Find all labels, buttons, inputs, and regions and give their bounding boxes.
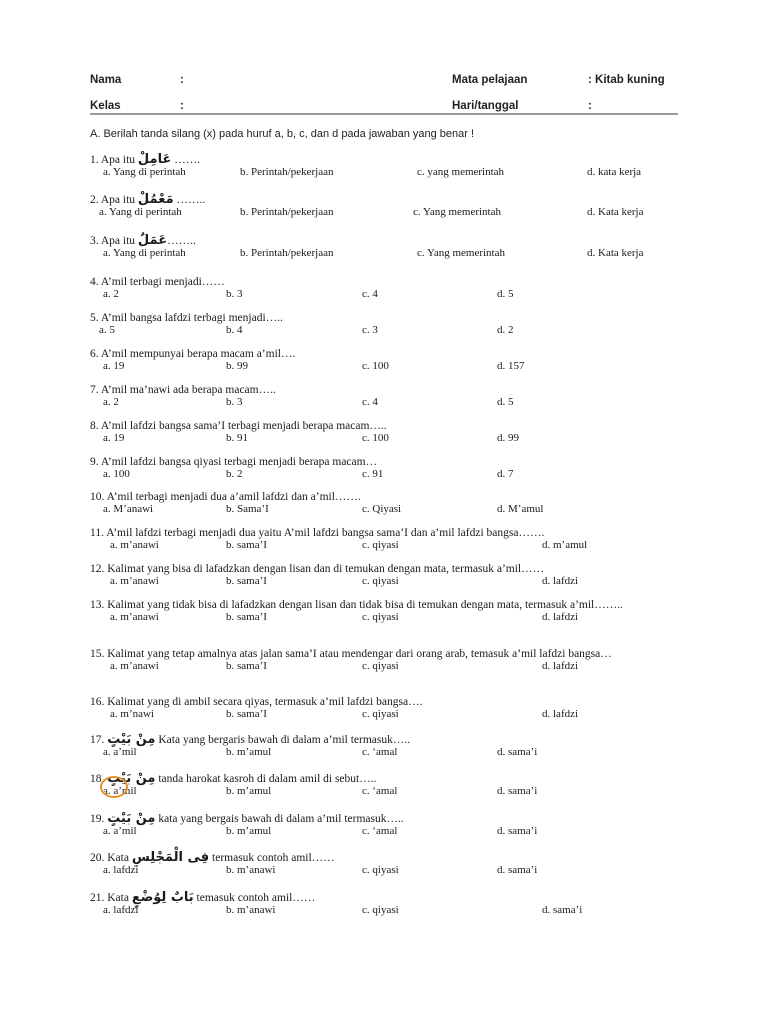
option-b[interactable]: b. Perintah/pekerjaan bbox=[240, 166, 334, 178]
option-b[interactable]: b. sama’I bbox=[226, 611, 267, 623]
option-a[interactable]: a. 5 bbox=[99, 324, 115, 336]
option-c[interactable]: c. Yang memerintah bbox=[413, 206, 501, 218]
option-d[interactable]: d. kata kerja bbox=[587, 166, 642, 178]
option-a[interactable]: a. Yang di perintah bbox=[103, 166, 186, 178]
question-text: 16. Kalimat yang di ambil secara qiyas, termasuk a’mil lafdzi bangsa…. bbox=[90, 696, 423, 708]
option-d[interactable]: d. Kata kerja bbox=[587, 206, 644, 218]
question-text: 10. A’mil terbagi menjadi dua a’amil lafdzi dan a’mil……. bbox=[90, 491, 361, 503]
question-text: 13. Kalimat yang tidak bisa di lafadzkan dengan lisan dan tidak bisa di temukan dengan mata, termasuk a’mil…….. bbox=[90, 599, 624, 611]
question-8 bbox=[90, 420, 690, 445]
option-c[interactable]: c. qiyasi bbox=[362, 708, 399, 720]
option-a[interactable]: a. M’anawi bbox=[103, 503, 154, 515]
question-text: 1. Apa itu عَامِلْ ……. bbox=[90, 152, 201, 167]
option-b[interactable]: b. Perintah/pekerjaan bbox=[240, 206, 334, 218]
option-b[interactable]: b. 2 bbox=[226, 468, 243, 480]
hari-label: Hari/tanggal bbox=[452, 100, 519, 112]
question-text: 11. A’mil lafdzi terbagi menjadi dua yaitu A’mil lafdzi bangsa sama’I dan a’mil lafdzi bangsa……. bbox=[90, 527, 545, 539]
option-a[interactable]: a. m’anawi bbox=[110, 575, 159, 587]
option-d[interactable]: d. 99 bbox=[497, 432, 519, 444]
option-b[interactable]: b. m’anawi bbox=[226, 864, 276, 876]
option-d[interactable]: d. M’amul bbox=[497, 503, 544, 515]
option-c[interactable]: c. Yang memerintah bbox=[417, 247, 505, 259]
option-b[interactable]: b. Perintah/pekerjaan bbox=[240, 247, 334, 259]
arabic-term: عَمَلٌ bbox=[137, 233, 168, 248]
option-a[interactable]: a. 19 bbox=[103, 360, 125, 372]
options bbox=[90, 611, 690, 624]
options bbox=[90, 468, 690, 481]
option-d[interactable]: d. lafdzi bbox=[542, 660, 579, 672]
option-d[interactable]: d. 157 bbox=[497, 360, 525, 372]
question-text: 20. Kata فِى الْمَجْلِسِ termasuk contoh amil…… bbox=[90, 850, 335, 865]
option-a[interactable]: a. a’mil bbox=[103, 825, 137, 837]
question-7 bbox=[90, 384, 690, 409]
question-text: 19. مِنْ بَيْتٍ kata yang bergais bawah di dalam a’mil termasuk….. bbox=[90, 811, 404, 826]
option-d[interactable]: d. lafdzi bbox=[542, 611, 579, 623]
option-a[interactable]: a. Yang di perintah bbox=[103, 247, 186, 259]
option-a[interactable]: a. 19 bbox=[103, 432, 125, 444]
option-c[interactable]: c. 100 bbox=[362, 432, 389, 444]
option-b[interactable]: b. sama’I bbox=[226, 575, 267, 587]
question-text: 2. Apa itu مَعْمُلْ …….. bbox=[90, 192, 206, 207]
arabic-term: مِنْ بَيْتٍ bbox=[107, 771, 156, 786]
option-d[interactable]: d. 5 bbox=[497, 288, 514, 300]
question-20 bbox=[90, 852, 690, 877]
option-b[interactable]: b. 3 bbox=[226, 288, 243, 300]
question-text: 18. مِنْ بَيْتٍ tanda harokat kasroh di dalam amil di sebut….. bbox=[90, 771, 377, 786]
option-d[interactable]: d. lafdzi bbox=[542, 708, 579, 720]
question-text: 4. A’mil terbagi menjadi…… bbox=[90, 276, 225, 288]
hari-colon: : bbox=[588, 100, 592, 112]
option-c[interactable]: c. qiyasi bbox=[362, 904, 399, 916]
option-a[interactable]: a. 100 bbox=[103, 468, 130, 480]
option-b[interactable]: b. 4 bbox=[226, 324, 243, 336]
option-b[interactable]: b. sama’I bbox=[226, 660, 267, 672]
option-a[interactable]: a. m’anawi bbox=[110, 660, 159, 672]
option-a[interactable]: a. m’anawi bbox=[110, 611, 159, 623]
question-text: 5. A’mil bangsa lafdzi terbagi menjadi….. bbox=[90, 312, 283, 324]
question-2 bbox=[90, 194, 690, 219]
options bbox=[90, 825, 690, 838]
options bbox=[90, 660, 690, 673]
options bbox=[90, 324, 690, 337]
option-c[interactable]: c. qiyasi bbox=[362, 611, 399, 623]
mapel-label: Mata pelajaan bbox=[452, 74, 528, 86]
question-text: 9. A’mil lafdzi bangsa qiyasi terbagi menjadi berapa macam… bbox=[90, 456, 378, 468]
mapel-value: : Kitab kuning bbox=[588, 74, 665, 86]
question-18 bbox=[90, 773, 690, 798]
kelas-label: Kelas bbox=[90, 100, 121, 112]
option-b[interactable]: b. 91 bbox=[226, 432, 248, 444]
options bbox=[90, 503, 690, 516]
options bbox=[90, 864, 690, 877]
option-c[interactable]: c. 3 bbox=[362, 324, 378, 336]
options bbox=[90, 360, 690, 373]
option-b[interactable]: b. m’amul bbox=[226, 785, 272, 797]
option-d[interactable]: d. sama’i bbox=[497, 746, 538, 758]
question-11 bbox=[90, 527, 690, 552]
option-c[interactable]: c. qiyasi bbox=[362, 539, 399, 551]
question-text: 8. A’mil lafdzi bangsa sama’I terbagi menjadi berapa macam….. bbox=[90, 420, 387, 432]
option-a[interactable]: a. Yang di perintah bbox=[99, 206, 182, 218]
option-a[interactable]: a. m’anawi bbox=[110, 539, 159, 551]
question-text: 17. مِنْ بَيْتٍ Kata yang bergaris bawah di dalam a’mil termasuk….. bbox=[90, 732, 411, 747]
options bbox=[90, 539, 690, 552]
option-d[interactable]: d. sama’i bbox=[497, 864, 538, 876]
question-1 bbox=[90, 154, 690, 179]
options bbox=[90, 708, 690, 721]
option-c[interactable]: c. ‘amal bbox=[362, 785, 398, 797]
option-a[interactable]: a. lafdzi bbox=[103, 864, 139, 876]
question-text: 3. Apa itu عَمَلٌ…….. bbox=[90, 233, 196, 248]
nama-colon: : bbox=[180, 74, 184, 86]
option-b[interactable]: b. 99 bbox=[226, 360, 248, 372]
question-text: 7. A’mil ma’nawi ada berapa macam….. bbox=[90, 384, 276, 396]
option-d[interactable]: d. lafdzi bbox=[542, 575, 579, 587]
option-a[interactable]: a. a’mil bbox=[103, 785, 137, 797]
question-13 bbox=[90, 599, 690, 624]
arabic-term: مَعْمُلْ bbox=[137, 192, 174, 207]
option-c[interactable]: c. 100 bbox=[362, 360, 389, 372]
question-21 bbox=[90, 892, 690, 917]
option-d[interactable]: d. 7 bbox=[497, 468, 514, 480]
question-text: 12. Kalimat yang bisa di lafadzkan dengan lisan dan di temukan dengan mata, termasuk a’mil…… bbox=[90, 563, 545, 575]
question-15 bbox=[90, 648, 690, 673]
question-9 bbox=[90, 456, 690, 481]
option-c[interactable]: c. qiyasi bbox=[362, 864, 399, 876]
option-b[interactable]: b. Sama’I bbox=[226, 503, 269, 515]
option-c[interactable]: c. ‘amal bbox=[362, 825, 398, 837]
options bbox=[90, 746, 690, 759]
options bbox=[90, 432, 690, 445]
option-a[interactable]: a. m’nawi bbox=[110, 708, 154, 720]
option-c[interactable]: c. ‘amal bbox=[362, 746, 398, 758]
options bbox=[90, 288, 690, 301]
kelas-colon: : bbox=[180, 100, 184, 112]
question-12 bbox=[90, 563, 690, 588]
header-divider bbox=[90, 113, 678, 115]
option-c[interactable]: c. 4 bbox=[362, 288, 378, 300]
question-6 bbox=[90, 348, 690, 373]
arabic-term: مِنْ بَيْتٍ bbox=[107, 732, 156, 747]
option-c[interactable]: c. Qiyasi bbox=[362, 503, 402, 515]
option-d[interactable]: d. Kata kerja bbox=[587, 247, 644, 259]
question-5 bbox=[90, 312, 690, 337]
option-d[interactable]: d. m’amul bbox=[542, 539, 588, 551]
option-b[interactable]: b. m’amul bbox=[226, 746, 272, 758]
option-d[interactable]: d. sama’i bbox=[542, 904, 583, 916]
question-text: 15. Kalimat yang tetap amalnya atas jalan sama’I atau mendengar dari orang arab, temasuk a’mil lafdzi bangsa… bbox=[90, 648, 612, 660]
option-b[interactable]: b. m’anawi bbox=[226, 904, 276, 916]
question-16 bbox=[90, 696, 690, 721]
arabic-term: عَامِلْ bbox=[137, 152, 172, 167]
option-d[interactable]: d. 5 bbox=[497, 396, 514, 408]
options bbox=[90, 904, 690, 917]
question-text: 6. A’mil mempunyai berapa macam a’mil…. bbox=[90, 348, 296, 360]
options bbox=[90, 785, 690, 798]
option-a[interactable]: a. lafdzi bbox=[103, 904, 139, 916]
option-b[interactable]: b. sama’I bbox=[226, 539, 267, 551]
nama-label: Nama bbox=[90, 74, 122, 86]
question-text: 21. Kata بَابٌ لِوُضْعٍ temasuk contoh amil…… bbox=[90, 890, 316, 905]
question-10 bbox=[90, 491, 690, 516]
options bbox=[90, 247, 690, 260]
option-a[interactable]: a. 2 bbox=[103, 396, 119, 408]
option-d[interactable]: d. sama’i bbox=[497, 785, 538, 797]
option-b[interactable]: b. 3 bbox=[226, 396, 243, 408]
option-b[interactable]: b. m’amul bbox=[226, 825, 272, 837]
option-c[interactable]: c. yang memerintah bbox=[417, 166, 505, 178]
options bbox=[90, 575, 690, 588]
options bbox=[90, 166, 690, 179]
instruction: A. Berilah tanda silang (x) pada huruf a, b, c, dan d pada jawaban yang benar ! bbox=[90, 128, 475, 140]
option-c[interactable]: c. qiyasi bbox=[362, 575, 399, 587]
option-c[interactable]: c. 91 bbox=[362, 468, 384, 480]
orange-circle-annotation bbox=[100, 776, 128, 798]
option-a[interactable]: a. a’mil bbox=[103, 746, 137, 758]
arabic-term: فِى الْمَجْلِسِ bbox=[131, 850, 210, 865]
question-19 bbox=[90, 813, 690, 838]
option-d[interactable]: d. 2 bbox=[497, 324, 514, 336]
option-a[interactable]: a. 2 bbox=[103, 288, 119, 300]
option-d[interactable]: d. sama’i bbox=[497, 825, 538, 837]
option-c[interactable]: c. 4 bbox=[362, 396, 378, 408]
options bbox=[90, 206, 690, 219]
option-c[interactable]: c. qiyasi bbox=[362, 660, 399, 672]
question-17 bbox=[90, 734, 690, 759]
arabic-term: مِنْ بَيْتٍ bbox=[107, 811, 156, 826]
option-b[interactable]: b. sama’I bbox=[226, 708, 267, 720]
arabic-term: بَابٌ لِوُضْعٍ bbox=[131, 890, 194, 905]
question-4 bbox=[90, 276, 690, 301]
options bbox=[90, 396, 690, 409]
question-3 bbox=[90, 235, 690, 260]
